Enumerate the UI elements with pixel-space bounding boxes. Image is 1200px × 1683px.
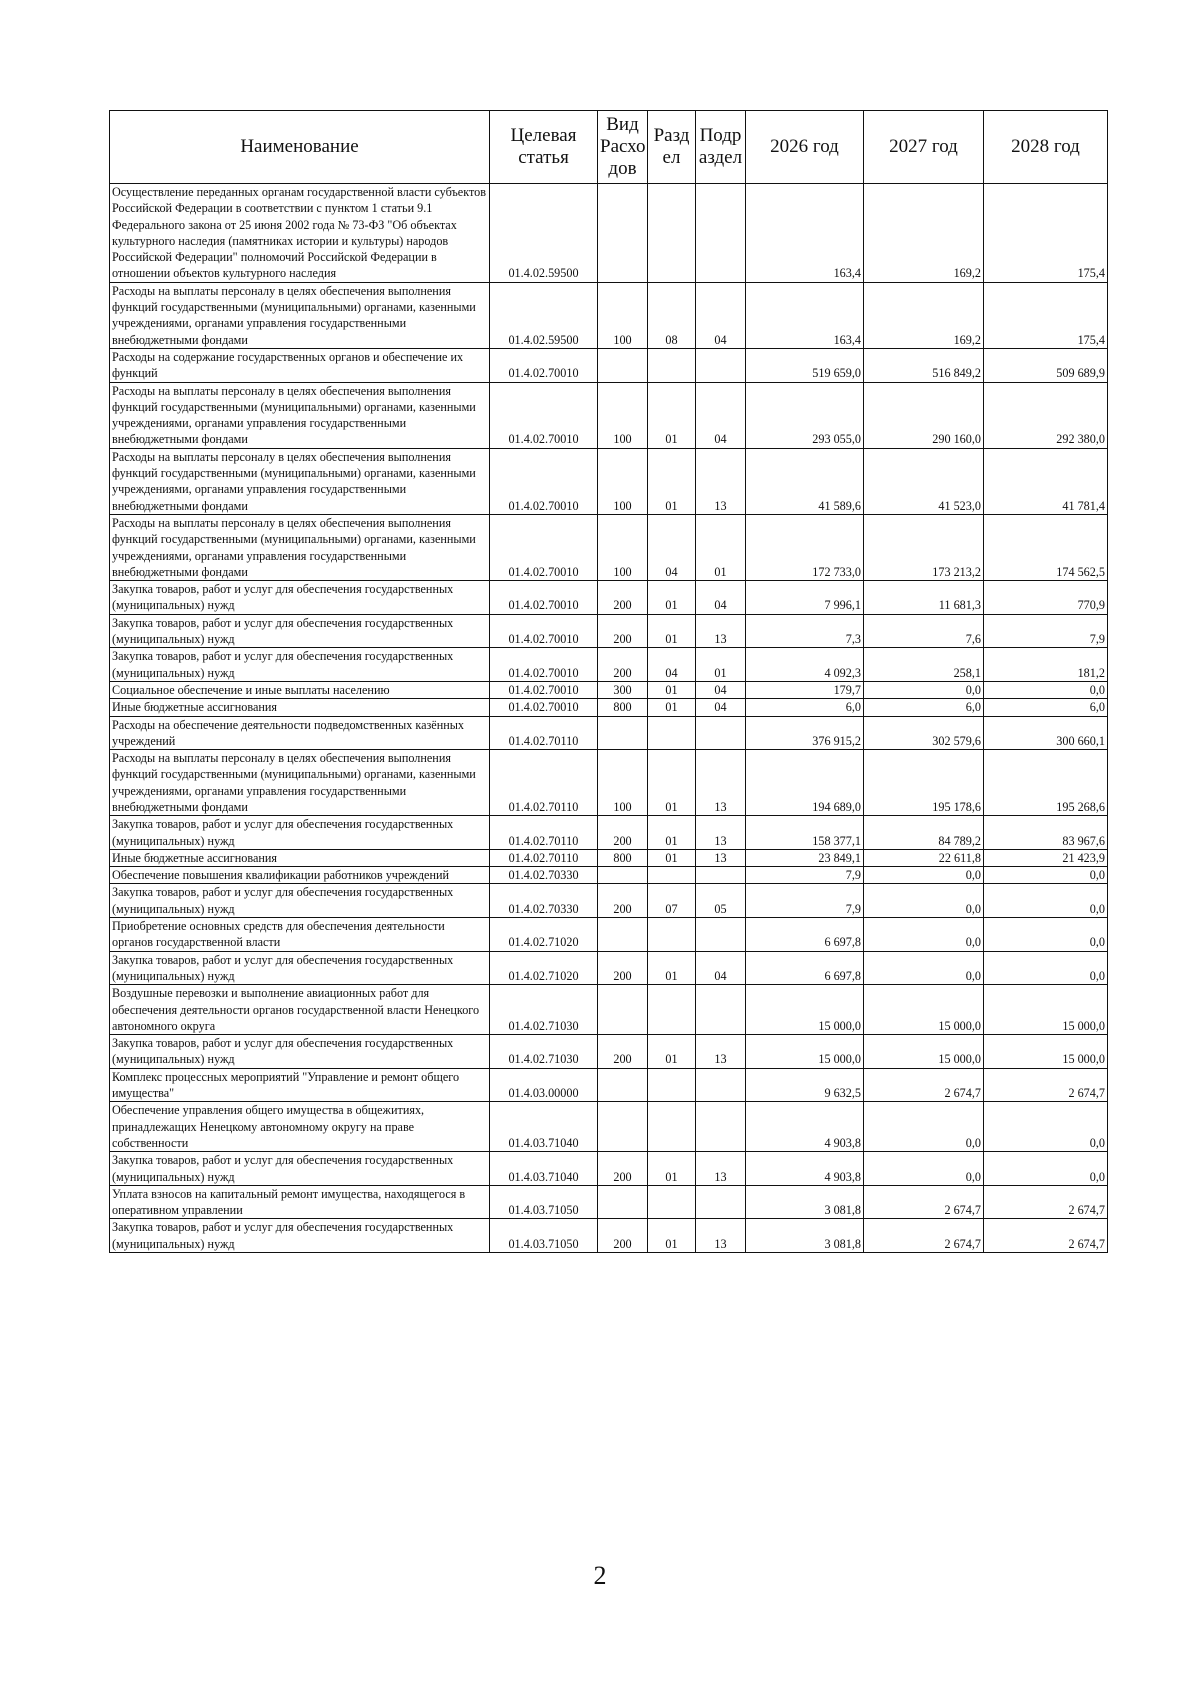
header-target-article: Целевая статья [490,111,598,184]
cell-expense-kind: 200 [598,1152,648,1186]
cell-name: Комплекс процессных мероприятий "Управление и ремонт общего имущества" [110,1068,490,1102]
cell-2027: 22 611,8 [864,849,984,866]
header-expense-kind: Вид Расхо дов [598,111,648,184]
cell-name: Обеспечение повышения квалификации работников учреждений [110,867,490,884]
cell-name: Закупка товаров, работ и услуг для обеспечения государственных (муниципальных) нужд [110,648,490,682]
table-row [110,514,1108,580]
cell-2026: 158 377,1 [746,816,864,850]
cell-2026: 376 915,2 [746,716,864,750]
cell-subsection: 01 [696,514,746,580]
cell-2028: 0,0 [984,681,1108,698]
table-row [110,918,1108,952]
cell-2026: 3 081,8 [746,1185,864,1219]
cell-expense-kind [598,184,648,283]
cell-name: Закупка товаров, работ и услуг для обеспечения государственных (муниципальных) нужд [110,1035,490,1069]
cell-subsection: 04 [696,681,746,698]
table-row [110,750,1108,816]
cell-expense-kind: 200 [598,816,648,850]
cell-subsection: 04 [696,581,746,615]
cell-expense-kind [598,918,648,952]
cell-name: Расходы на выплаты персоналу в целях обеспечения выполнения функций государственными (муниципальными) органами, казенными учреждениями, органами управления государственными внебюджетными фондами [110,750,490,816]
cell-2028: 292 380,0 [984,382,1108,448]
cell-expense-kind: 100 [598,750,648,816]
cell-section: 01 [648,951,696,985]
cell-section: 01 [648,1152,696,1186]
cell-2028: 0,0 [984,918,1108,952]
cell-2027: 11 681,3 [864,581,984,615]
cell-subsection [696,985,746,1035]
table-row [110,448,1108,514]
cell-section: 01 [648,448,696,514]
cell-expense-kind [598,348,648,382]
cell-target-article: 01.4.02.70010 [490,514,598,580]
cell-target-article: 01.4.02.70110 [490,716,598,750]
cell-expense-kind: 800 [598,849,648,866]
cell-target-article: 01.4.02.59500 [490,184,598,283]
cell-2028: 509 689,9 [984,348,1108,382]
cell-name: Иные бюджетные ассигнования [110,849,490,866]
cell-target-article: 01.4.03.71050 [490,1219,598,1253]
cell-subsection: 13 [696,448,746,514]
table-row [110,716,1108,750]
table-row [110,849,1108,866]
cell-section [648,184,696,283]
cell-subsection [696,867,746,884]
cell-subsection: 01 [696,648,746,682]
cell-expense-kind: 200 [598,614,648,648]
cell-expense-kind: 800 [598,699,648,716]
table-row [110,1102,1108,1152]
table-row [110,1152,1108,1186]
cell-subsection: 04 [696,382,746,448]
cell-2028: 0,0 [984,951,1108,985]
table-row [110,867,1108,884]
cell-expense-kind: 100 [598,282,648,348]
cell-subsection: 13 [696,614,746,648]
cell-section: 04 [648,648,696,682]
header-name: Наименование [110,111,490,184]
cell-2028: 15 000,0 [984,1035,1108,1069]
cell-2026: 7,9 [746,867,864,884]
cell-section [648,1185,696,1219]
cell-section [648,985,696,1035]
table-row [110,614,1108,648]
cell-name: Закупка товаров, работ и услуг для обеспечения государственных (муниципальных) нужд [110,614,490,648]
budget-table [109,110,1108,1253]
cell-name: Приобретение основных средств для обеспечения деятельности органов государственной власти [110,918,490,952]
cell-2026: 3 081,8 [746,1219,864,1253]
table-row [110,581,1108,615]
cell-subsection: 13 [696,1219,746,1253]
cell-2028: 21 423,9 [984,849,1108,866]
cell-2027: 7,6 [864,614,984,648]
cell-name: Расходы на выплаты персоналу в целях обеспечения выполнения функций государственными (муниципальными) органами, казенными учреждениями, органами управления государственными внебюджетными фондами [110,282,490,348]
cell-2028: 181,2 [984,648,1108,682]
cell-2027: 290 160,0 [864,382,984,448]
cell-section: 01 [648,816,696,850]
cell-target-article: 01.4.02.70110 [490,849,598,866]
cell-2027: 0,0 [864,867,984,884]
cell-2027: 169,2 [864,282,984,348]
cell-name: Закупка товаров, работ и услуг для обеспечения государственных (муниципальных) нужд [110,816,490,850]
cell-subsection: 13 [696,816,746,850]
header-year-2027: 2027 год [864,111,984,184]
cell-section: 01 [648,1219,696,1253]
cell-2028: 15 000,0 [984,985,1108,1035]
table-row [110,348,1108,382]
cell-2027: 258,1 [864,648,984,682]
cell-name: Закупка товаров, работ и услуг для обеспечения государственных (муниципальных) нужд [110,884,490,918]
cell-2028: 174 562,5 [984,514,1108,580]
cell-2026: 6 697,8 [746,951,864,985]
cell-2027: 0,0 [864,1102,984,1152]
header-year-2026: 2026 год [746,111,864,184]
cell-expense-kind [598,985,648,1035]
cell-name: Иные бюджетные ассигнования [110,699,490,716]
cell-name: Воздушные перевозки и выполнение авиационных работ для обеспечения деятельности органов государственной власти Ненецкого автономного округа [110,985,490,1035]
cell-name: Расходы на выплаты персоналу в целях обеспечения выполнения функций государственными (муниципальными) органами, казенными учреждениями, органами управления государственными внебюджетными фондами [110,382,490,448]
cell-expense-kind: 200 [598,581,648,615]
cell-2027: 0,0 [864,884,984,918]
cell-2028: 2 674,7 [984,1068,1108,1102]
cell-expense-kind: 200 [598,884,648,918]
table-row [110,681,1108,698]
cell-section: 01 [648,1035,696,1069]
cell-expense-kind [598,1185,648,1219]
table-row [110,1035,1108,1069]
cell-2026: 41 589,6 [746,448,864,514]
cell-2026: 6 697,8 [746,918,864,952]
cell-target-article: 01.4.02.71030 [490,1035,598,1069]
cell-2026: 23 849,1 [746,849,864,866]
cell-subsection: 04 [696,282,746,348]
cell-2027: 0,0 [864,681,984,698]
cell-2028: 0,0 [984,1152,1108,1186]
cell-2028: 2 674,7 [984,1219,1108,1253]
cell-target-article: 01.4.02.70010 [490,614,598,648]
cell-target-article: 01.4.03.71040 [490,1152,598,1186]
cell-2027: 6,0 [864,699,984,716]
cell-2028: 300 660,1 [984,716,1108,750]
cell-2028: 175,4 [984,282,1108,348]
table-row [110,1185,1108,1219]
cell-target-article: 01.4.02.70010 [490,581,598,615]
header-subsection: Подр аздел [696,111,746,184]
cell-subsection: 04 [696,699,746,716]
cell-2026: 7,9 [746,884,864,918]
cell-2026: 15 000,0 [746,985,864,1035]
cell-target-article: 01.4.02.59500 [490,282,598,348]
cell-2027: 15 000,0 [864,1035,984,1069]
cell-section: 01 [648,382,696,448]
header-section: Разд ел [648,111,696,184]
cell-2028: 0,0 [984,884,1108,918]
cell-expense-kind [598,867,648,884]
cell-2026: 293 055,0 [746,382,864,448]
cell-name: Обеспечение управления общего имущества в общежитиях, принадлежащих Ненецкому автономному округу на праве собственности [110,1102,490,1152]
cell-2028: 7,9 [984,614,1108,648]
cell-2026: 4 092,3 [746,648,864,682]
cell-2026: 163,4 [746,282,864,348]
cell-section [648,348,696,382]
table-row [110,1219,1108,1253]
cell-target-article: 01.4.02.70010 [490,699,598,716]
cell-expense-kind: 100 [598,382,648,448]
cell-target-article: 01.4.03.71050 [490,1185,598,1219]
cell-name: Закупка товаров, работ и услуг для обеспечения государственных (муниципальных) нужд [110,951,490,985]
cell-2028: 41 781,4 [984,448,1108,514]
table-row [110,184,1108,283]
cell-section: 01 [648,699,696,716]
table-body [110,184,1108,1253]
cell-2028: 2 674,7 [984,1185,1108,1219]
table-row [110,985,1108,1035]
cell-expense-kind: 300 [598,681,648,698]
cell-expense-kind [598,716,648,750]
cell-2027: 302 579,6 [864,716,984,750]
cell-2028: 0,0 [984,867,1108,884]
cell-section: 07 [648,884,696,918]
cell-expense-kind: 200 [598,951,648,985]
cell-subsection: 05 [696,884,746,918]
cell-2028: 83 967,6 [984,816,1108,850]
table-row [110,382,1108,448]
header-year-2028: 2028 год [984,111,1108,184]
cell-name: Расходы на выплаты персоналу в целях обеспечения выполнения функций государственными (муниципальными) органами, казенными учреждениями, органами управления государственными внебюджетными фондами [110,448,490,514]
cell-2026: 194 689,0 [746,750,864,816]
cell-section [648,1068,696,1102]
cell-2026: 7,3 [746,614,864,648]
cell-name: Расходы на содержание государственных органов и обеспечение их функций [110,348,490,382]
cell-subsection [696,1102,746,1152]
cell-target-article: 01.4.03.71040 [490,1102,598,1152]
table-row [110,282,1108,348]
cell-2026: 15 000,0 [746,1035,864,1069]
cell-2027: 0,0 [864,951,984,985]
table-row [110,699,1108,716]
cell-target-article: 01.4.02.70010 [490,382,598,448]
cell-target-article: 01.4.02.70110 [490,750,598,816]
cell-section: 01 [648,849,696,866]
cell-2026: 179,7 [746,681,864,698]
table-row [110,884,1108,918]
cell-name: Социальное обеспечение и иные выплаты населению [110,681,490,698]
cell-section: 04 [648,514,696,580]
cell-section: 01 [648,681,696,698]
cell-2027: 2 674,7 [864,1068,984,1102]
cell-2026: 519 659,0 [746,348,864,382]
cell-name: Закупка товаров, работ и услуг для обеспечения государственных (муниципальных) нужд [110,1152,490,1186]
cell-section [648,867,696,884]
cell-target-article: 01.4.02.70010 [490,681,598,698]
cell-2027: 2 674,7 [864,1185,984,1219]
cell-name: Закупка товаров, работ и услуг для обеспечения государственных (муниципальных) нужд [110,1219,490,1253]
cell-2026: 163,4 [746,184,864,283]
table-row [110,951,1108,985]
cell-expense-kind: 100 [598,448,648,514]
cell-subsection [696,918,746,952]
cell-target-article: 01.4.02.70010 [490,348,598,382]
cell-expense-kind: 200 [598,1035,648,1069]
cell-2028: 0,0 [984,1102,1108,1152]
cell-subsection [696,1185,746,1219]
cell-2027: 0,0 [864,1152,984,1186]
cell-expense-kind [598,1102,648,1152]
table-header-row [110,111,1108,184]
cell-2026: 172 733,0 [746,514,864,580]
cell-expense-kind: 200 [598,1219,648,1253]
cell-section [648,918,696,952]
cell-name: Осуществление переданных органам государственной власти субъектов Российской Федерации в соответствии с пунктом 1 статьи 9.1 Федерального закона от 25 июня 2002 года № 73-ФЗ "Об объектах культурного наследия (памятниках истории и культуры) народов Российской Федерации" полномочий Российской Федерации в отношении объектов культурного наследия [110,184,490,283]
cell-name: Расходы на выплаты персоналу в целях обеспечения выполнения функций государственными (муниципальными) органами, казенными учреждениями, органами управления государственными внебюджетными фондами [110,514,490,580]
cell-2027: 2 674,7 [864,1219,984,1253]
cell-2028: 770,9 [984,581,1108,615]
cell-2027: 15 000,0 [864,985,984,1035]
cell-2026: 4 903,8 [746,1102,864,1152]
cell-2026: 4 903,8 [746,1152,864,1186]
table-row [110,648,1108,682]
cell-target-article: 01.4.03.00000 [490,1068,598,1102]
cell-target-article: 01.4.02.71020 [490,918,598,952]
cell-2026: 6,0 [746,699,864,716]
cell-section [648,716,696,750]
cell-target-article: 01.4.02.70010 [490,448,598,514]
cell-2027: 169,2 [864,184,984,283]
page-number: 2 [593,1561,607,1590]
cell-name: Расходы на обеспечение деятельности подведомственных казённых учреждений [110,716,490,750]
cell-section: 01 [648,614,696,648]
cell-subsection [696,716,746,750]
cell-subsection [696,184,746,283]
cell-name: Уплата взносов на капитальный ремонт имущества, находящегося в оперативном управлении [110,1185,490,1219]
cell-target-article: 01.4.02.70010 [490,648,598,682]
cell-2027: 0,0 [864,918,984,952]
cell-section [648,1102,696,1152]
cell-target-article: 01.4.02.70330 [490,884,598,918]
cell-subsection: 13 [696,1035,746,1069]
cell-subsection: 13 [696,1152,746,1186]
table-row [110,1068,1108,1102]
cell-section: 08 [648,282,696,348]
cell-subsection [696,1068,746,1102]
cell-subsection: 04 [696,951,746,985]
cell-2027: 195 178,6 [864,750,984,816]
table-row [110,816,1108,850]
cell-expense-kind [598,1068,648,1102]
cell-2027: 173 213,2 [864,514,984,580]
cell-subsection [696,348,746,382]
cell-2027: 84 789,2 [864,816,984,850]
cell-name: Закупка товаров, работ и услуг для обеспечения государственных (муниципальных) нужд [110,581,490,615]
cell-expense-kind: 200 [598,648,648,682]
cell-section: 01 [648,750,696,816]
cell-2027: 41 523,0 [864,448,984,514]
cell-2026: 7 996,1 [746,581,864,615]
cell-2028: 6,0 [984,699,1108,716]
cell-subsection: 13 [696,849,746,866]
cell-2027: 516 849,2 [864,348,984,382]
cell-section: 01 [648,581,696,615]
cell-target-article: 01.4.02.71030 [490,985,598,1035]
cell-subsection: 13 [696,750,746,816]
cell-target-article: 01.4.02.70110 [490,816,598,850]
cell-target-article: 01.4.02.71020 [490,951,598,985]
cell-2026: 9 632,5 [746,1068,864,1102]
cell-expense-kind: 100 [598,514,648,580]
cell-2028: 175,4 [984,184,1108,283]
cell-2028: 195 268,6 [984,750,1108,816]
cell-target-article: 01.4.02.70330 [490,867,598,884]
